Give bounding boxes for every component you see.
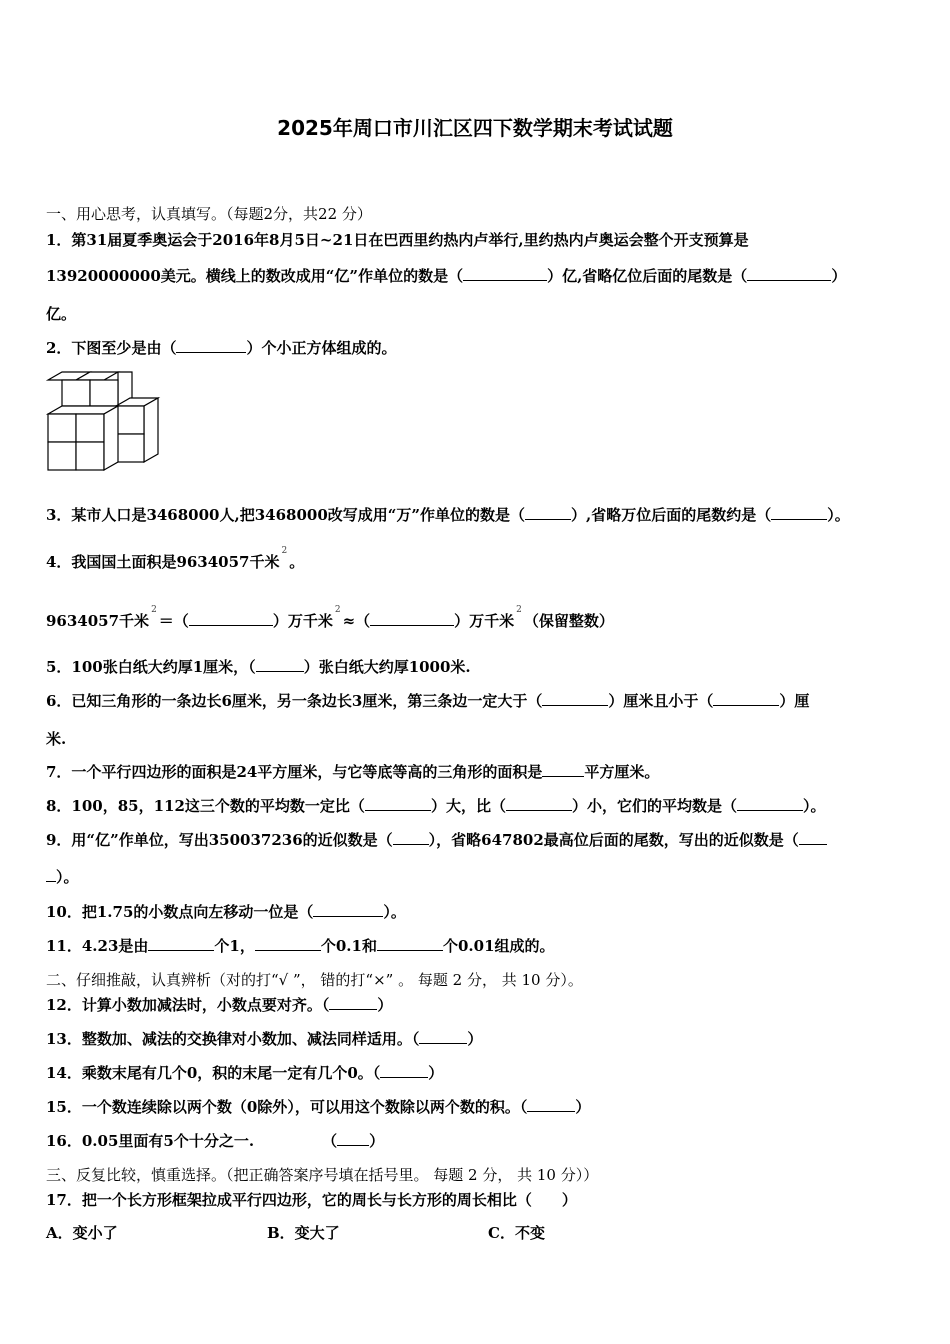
q4-text-1: 4．我国国土面积是9634057千米 [46, 553, 280, 571]
superscript: 2 [281, 546, 288, 556]
q4-text-3: 9634057千米 [46, 612, 150, 630]
q13-text-1: 13．整数加、减法的交换律对小数加、减法同样适用。（ [46, 1030, 420, 1048]
answer-blank[interactable] [189, 611, 273, 626]
q9-text-1: 9．用“亿”作单位，写出350037236的近似数是（ [46, 831, 393, 849]
question-4-line-2 [46, 605, 614, 631]
q14-text-2: ） [428, 1064, 444, 1082]
answer-blank[interactable] [255, 936, 321, 951]
q6-text-2: ）厘米且小于（ [608, 692, 714, 710]
q8-text-4: ）。 [802, 797, 826, 815]
cube-stack-figure [46, 368, 164, 476]
answer-blank[interactable] [713, 691, 779, 706]
answer-blank[interactable] [542, 691, 608, 706]
q11-text-4: 个0.01组成的。 [442, 937, 555, 955]
q4-text-8: （保留整数） [523, 612, 614, 630]
q6-text-3: ）厘 [779, 692, 810, 710]
option-b[interactable]: B．变大了 [267, 1224, 340, 1242]
cube-face [62, 380, 90, 406]
q3-text-3: ）。 [827, 506, 850, 524]
answer-blank[interactable] [542, 762, 584, 777]
answer-blank[interactable] [525, 505, 571, 520]
q2-text-2: ）个小正方体组成的。 [246, 339, 397, 357]
answer-blank[interactable] [256, 657, 304, 672]
question-5 [46, 656, 471, 677]
cube-face [104, 406, 118, 470]
question-16 [46, 1130, 384, 1151]
superscript: 2 [334, 605, 341, 615]
question-3 [46, 504, 850, 525]
q4-text-5: ）万千米 [272, 612, 333, 630]
answer-blank[interactable] [148, 936, 214, 951]
answer-blank[interactable] [463, 266, 547, 281]
question-11 [46, 935, 555, 956]
q16-text-3: ） [369, 1132, 385, 1150]
question-10 [46, 901, 406, 922]
q9-text-3: ）。 [56, 868, 79, 886]
q3-text-2: ）,省略万位后面的尾数约是（ [571, 506, 772, 524]
cube-face [48, 442, 76, 470]
answer-blank[interactable] [747, 266, 831, 281]
q5-text-1: 5．100张白纸大约厚1厘米，（ [46, 658, 256, 676]
question-2 [46, 337, 396, 358]
answer-blank[interactable] [365, 796, 431, 811]
q12-text-2: ） [377, 996, 393, 1014]
q1-text-2: ）亿,省略亿位后面的尾数是（ [547, 267, 748, 285]
answer-blank[interactable] [337, 1131, 369, 1146]
q11-text-3: 个0.1和 [320, 937, 377, 955]
q11-text-1: 11．4.23是由 [46, 937, 149, 955]
section-3-heading: 三、反复比较，慎重选择。（把正确答案序号填在括号里。 每题 2 分， 共 10 分）） [46, 1166, 599, 1184]
question-7 [46, 761, 659, 782]
superscript: 2 [516, 605, 522, 615]
q9-text-2: ），省略647802最高位后面的尾数，写出的近似数是（ [428, 831, 799, 849]
answer-blank[interactable] [377, 936, 443, 951]
question-17: 17．把一个长方形框架拉成平行四边形，它的周长与长方形的周长相比（ ） [46, 1191, 577, 1209]
cube-face [90, 380, 118, 406]
question-1-line-3: 亿。 [46, 305, 77, 323]
question-15 [46, 1096, 590, 1117]
q15-text-2: ） [575, 1098, 591, 1116]
q7-text-2: 平方厘米。 [584, 763, 660, 781]
question-8 [46, 795, 825, 816]
cube-face [48, 414, 76, 442]
question-14 [46, 1062, 443, 1083]
q1-text-1: 13920000000美元。横线上的数改成用“亿”作单位的数是（ [46, 267, 464, 285]
cube-face [76, 414, 104, 442]
q10-text-1: 10．把1.75的小数点向左移动一位是（ [46, 903, 314, 921]
answer-blank[interactable] [771, 505, 827, 520]
q1-text-3: ） [831, 267, 847, 285]
answer-blank[interactable] [393, 830, 429, 845]
q2-text-1: 2．下图至少是由（ [46, 339, 177, 357]
question-9-line-2 [46, 866, 79, 887]
q8-text-1: 8．100，85，112这三个数的平均数一定比（ [46, 797, 365, 815]
answer-blank[interactable] [737, 796, 803, 811]
q6-text-1: 6．已知三角形的一条边长6厘米，另一条边长3厘米，第三条边一定大于（ [46, 692, 543, 710]
q16-text-2: （ [322, 1132, 338, 1150]
answer-blank[interactable] [329, 995, 377, 1010]
answer-blank[interactable] [370, 611, 454, 626]
cube-face [116, 406, 144, 434]
q3-text-1: 3．某市人口是3468000人,把3468000改写成用“万”作单位的数是（ [46, 506, 526, 524]
q4-text-7: ）万千米 [454, 612, 515, 630]
question-9-line-1 [46, 829, 827, 850]
section-1-heading: 一、用心思考，认真填写。（每题2分，共22 分） [46, 205, 372, 223]
question-1-line-2 [46, 265, 846, 286]
answer-blank[interactable] [176, 338, 246, 353]
q5-text-2: ）张白纸大约厚1000米. [303, 658, 471, 676]
q7-text-1: 7．一个平行四边形的面积是24平方厘米，与它等底等高的三角形的面积是 [46, 763, 543, 781]
page-title: 2025年周口市川汇区四下数学期末考试试题 [277, 116, 673, 140]
q12-text-1: 12．计算小数加减法时，小数点要对齐。（ [46, 996, 330, 1014]
answer-blank[interactable] [380, 1063, 428, 1078]
q16-text-1: 16．0.05里面有5个十分之一. [46, 1132, 255, 1150]
q10-text-2: ）。 [383, 903, 406, 921]
answer-blank[interactable] [419, 1029, 467, 1044]
q8-text-3: ）小，它们的平均数是（ [571, 797, 737, 815]
q11-text-2: 个1， [214, 937, 255, 955]
question-1-line-1: 1．第31届夏季奥运会于2016年8月5日~21日在巴西里约热内卢举行,里约热内卢奥运会整个开支预算是 [46, 231, 749, 249]
answer-blank[interactable] [313, 902, 383, 917]
question-4-line-1 [46, 546, 305, 572]
q14-text-1: 14．乘数末尾有几个0，积的末尾一定有几个0。（ [46, 1064, 381, 1082]
question-13 [46, 1028, 482, 1049]
section-2-heading: 二、仔细推敲，认真辨析（对的打“√ ”， 错的打“×” 。 每题 2 分， 共 10 分）。 [46, 971, 583, 989]
q4-text-2: 。 [289, 553, 305, 571]
q13-text-2: ） [467, 1030, 483, 1048]
question-6-line-1 [46, 690, 809, 711]
answer-blank[interactable] [527, 1097, 575, 1112]
cube-face [116, 434, 144, 462]
answer-blank[interactable] [506, 796, 572, 811]
option-c[interactable]: C．不变 [488, 1224, 545, 1242]
q4-text-4: ＝（ [158, 612, 189, 630]
q15-text-1: 15．一个数连续除以两个数（0除外），可以用这个数除以两个数的积。（ [46, 1098, 528, 1116]
question-12 [46, 994, 392, 1015]
question-6-line-2: 米. [46, 730, 67, 748]
option-a[interactable]: A．变小了 [46, 1224, 118, 1242]
superscript: 2 [151, 605, 157, 615]
answer-blank[interactable] [799, 830, 827, 845]
cube-face [76, 442, 104, 470]
q8-text-2: ）大，比（ [430, 797, 506, 815]
cube-face [144, 398, 158, 462]
answer-blank[interactable] [46, 867, 56, 882]
q4-text-6: ≈（ [342, 612, 371, 630]
